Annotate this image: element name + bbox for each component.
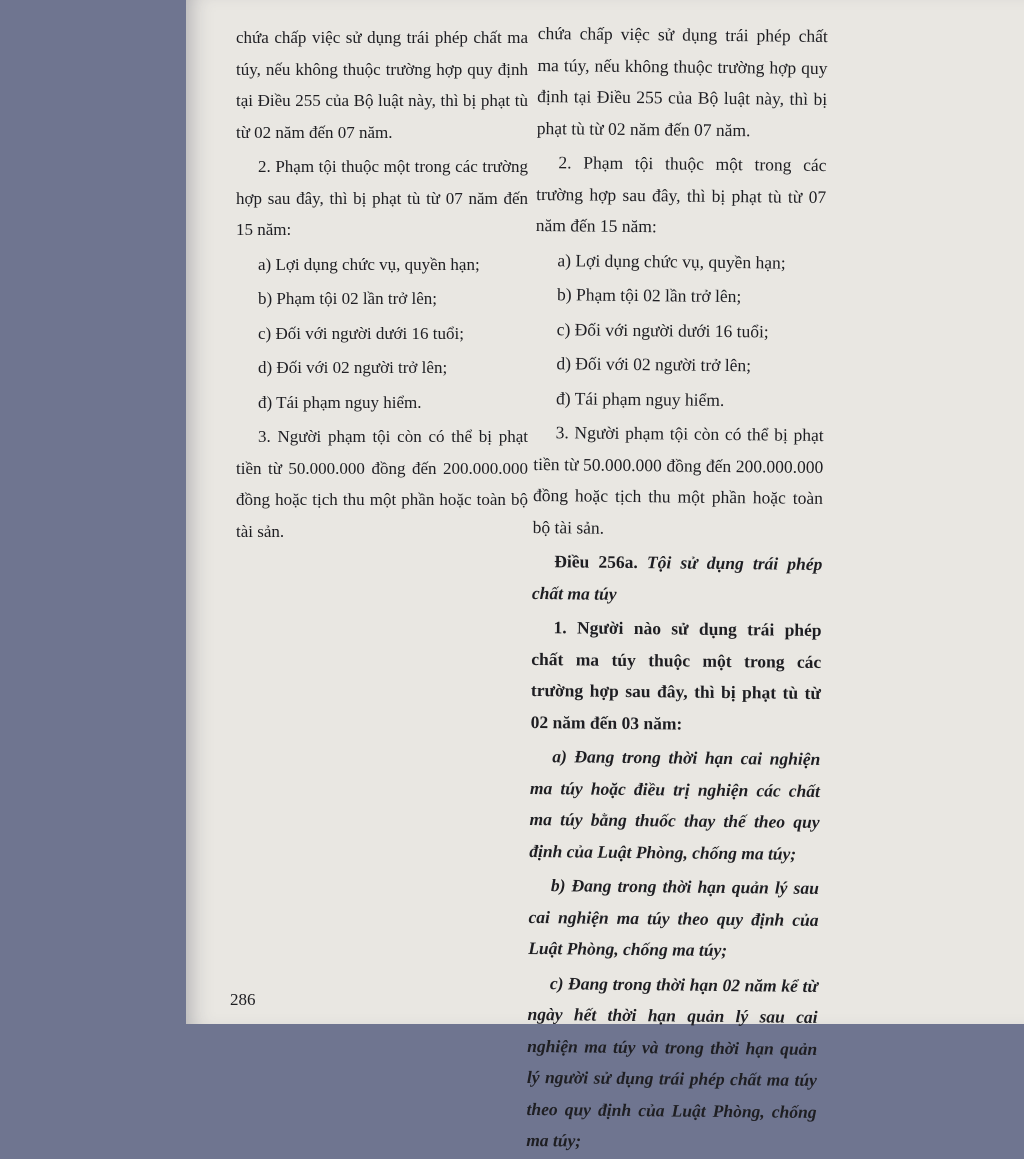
right-list-item: d) Đối với 02 người trở lên; <box>556 353 752 376</box>
right-list-item: a) Lợi dụng chức vụ, quyền hạn; <box>557 249 786 273</box>
clause-item: b) Đang trong thời hạn quản lý sau cai nghiện ma túy theo quy định của Luật Phòng, chống ma túy; <box>528 875 820 961</box>
right-paragraph-2: 2. Phạm tội thuộc một trong các trường hợp sau đây, thì bị phạt tù từ 07 năm đến 15 năm: <box>535 152 827 237</box>
right-column <box>526 18 828 1159</box>
left-paragraph-1: chứa chấp việc sử dụng trái phép chất ma túy, nếu không thuộc trường hợp quy định tại Điều 255 của Bộ luật này, thì bị phạt tù từ 02 năm đến 07 năm. <box>236 28 528 142</box>
page-number: 286 <box>230 990 256 1009</box>
left-column <box>236 22 528 547</box>
right-paragraph-1: chứa chấp việc sử dụng trái phép chất ma túy, nếu không thuộc trường hợp quy định tại Điều 255 của Bộ luật này, thì bị phạt tù từ 02 năm đến 07 năm. <box>536 22 828 140</box>
book-page <box>186 0 1024 1151</box>
left-list-item: c) Đối với người dưới 16 tuổi; <box>258 323 464 343</box>
left-paragraph-2: 2. Phạm tội thuộc một trong các trường hợp sau đây, thì bị phạt tù từ 07 năm đến 15 năm: <box>236 157 528 239</box>
article-number: Điều 256a. <box>554 551 638 573</box>
left-list-item: đ) Tái phạm nguy hiểm. <box>258 392 422 412</box>
article-clause-1: 1. Người nào sử dụng trái phép chất ma túy thuộc một trong các trường hợp sau đây, thì bị phạt tù từ 02 năm đến 03 năm: <box>530 617 822 734</box>
left-list-item: a) Lợi dụng chức vụ, quyền hạn; <box>258 254 480 274</box>
left-paragraph-3: 3. Người phạm tội còn có thể bị phạt tiền từ 50.000.000 đồng đến 200.000.000 đồng hoặc tịch thu một phần hoặc toàn bộ tài sản. <box>236 427 528 541</box>
right-list-item: c) Đối với người dưới 16 tuổi; <box>556 318 769 341</box>
right-list-item: đ) Tái phạm nguy hiểm. <box>555 387 725 410</box>
article-title: Tội sử dụng trái phép chất ma túy <box>531 552 823 604</box>
right-list-item: b) Phạm tội 02 lần trở lên; <box>557 284 742 307</box>
right-paragraph-3: 3. Người phạm tội còn có thể bị phạt tiền từ 50.000.000 đồng đến 200.000.000 đồng hoặc tịch thu một phần hoặc toàn bộ tài sản. <box>532 422 824 538</box>
left-list-item: b) Phạm tội 02 lần trở lên; <box>258 289 437 308</box>
clause-item: a) Đang trong thời hạn cai nghiện ma túy hoặc điều trị nghiện các chất ma túy bằng thuốc thay thế theo quy định của Luật Phòng, chống ma túy; <box>529 746 821 864</box>
left-list-item: d) Đối với 02 người trở lên; <box>258 358 448 377</box>
clause-item: c) Đang trong thời hạn 02 năm kể từ ngày hết thời hạn quản lý sau cai nghiện ma túy và trong thời hạn quản lý người sử dụng trái phép chất ma túy theo quy định của Luật Phòng, chống ma túy; <box>526 972 818 1151</box>
article-heading <box>532 546 823 612</box>
